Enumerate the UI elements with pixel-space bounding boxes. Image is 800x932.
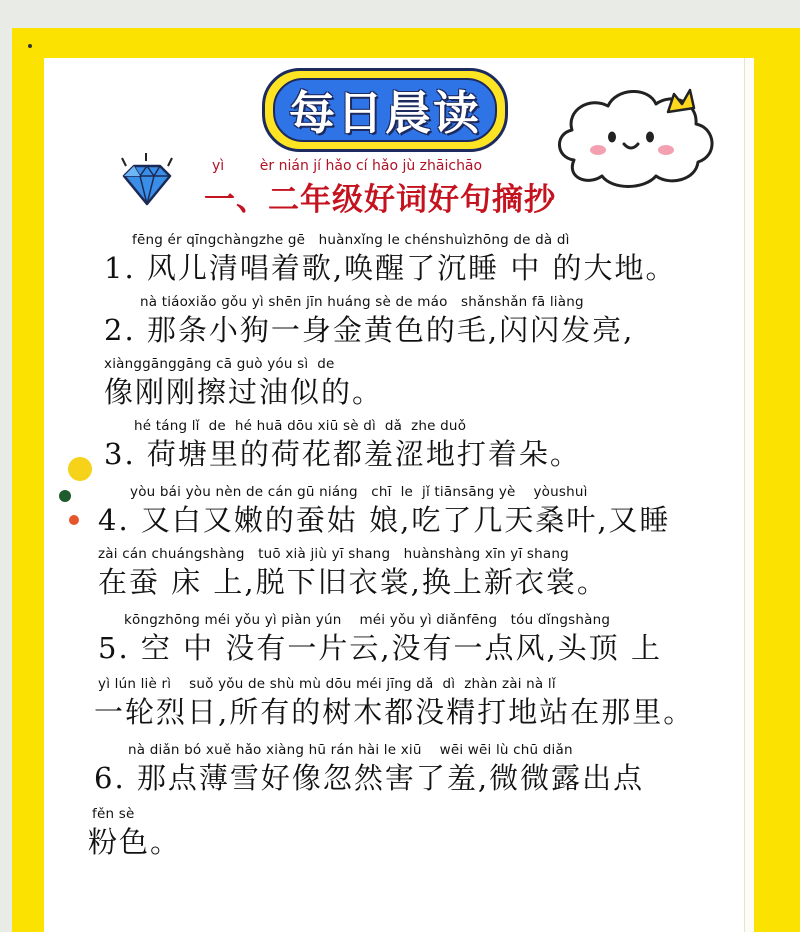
sentence-line: 一轮烈日,所有的树木都没精打地站在那里。 <box>94 695 695 729</box>
pinyin-line: nà diǎn bó xuě hǎo xiàng hū rán hài le xiū wēi wēi lù chū diǎn <box>128 742 573 758</box>
section-heading: 一、二年级好词好句摘抄 <box>204 182 556 218</box>
pinyin-line: kōngzhōng méi yǒu yì piàn yún méi yǒu yì diǎnfēng tóu dǐngshàng <box>124 612 611 628</box>
sentence-line: 在蚕 床 上,脱下旧衣裳,换上新衣裳。 <box>98 565 608 599</box>
cloud-mascot-icon <box>552 82 722 192</box>
green-dot <box>59 490 71 502</box>
sentence-line: 4. 又白又嫩的蚕姑 娘,吃了几天桑叶,又睡 <box>98 503 671 537</box>
sentence-line: 2. 那条小狗一身金黄色的毛,闪闪发亮, <box>104 313 635 347</box>
pinyin-line: fěn sè <box>92 806 135 822</box>
sentence-line: 像刚刚擦过油似的。 <box>104 375 384 409</box>
title-badge <box>273 78 497 142</box>
yellow-dot <box>68 457 92 481</box>
pinyin-line: nà tiáoxiǎo gǒu yì shēn jīn huáng sè de máo shǎnshǎn fā liàng <box>140 294 584 310</box>
pinyin-line: hé táng lǐ de hé huā dōu xiū sè dì dǎ zhe duǒ <box>134 418 467 434</box>
sentence-line: 1. 风儿清唱着歌,唤醒了沉睡 中 的大地。 <box>104 251 677 285</box>
orange-dot <box>69 515 79 525</box>
sentence-line: 粉色。 <box>88 825 182 859</box>
sentence-line: 3. 荷塘里的荷花都羞涩地打着朵。 <box>104 437 581 471</box>
pinyin-line: xiànggānggāng cā guò yóu sì de <box>104 356 335 372</box>
pinyin-line: zài cán chuángshàng tuō xià jiù yī shang huànshàng xīn yī shang <box>98 546 569 562</box>
section-heading-pinyin: yì èr nián jí hǎo cí hǎo jù zhāichāo <box>212 158 483 174</box>
sentence-line: 6. 那点薄雪好像忽然害了羞,微微露出点 <box>94 761 645 795</box>
page-title: 每日晨读 <box>289 86 481 140</box>
pinyin-line: yòu bái yòu nèn de cán gū niáng chī le jǐ tiānsāng yè yòushuì <box>130 484 588 500</box>
pinyin-line: fēng ér qīngchàngzhe gē huànxǐng le chénshuìzhōng de dà dì <box>132 232 570 248</box>
pinyin-line: yì lún liè rì suǒ yǒu de shù mù dōu méi jīng dǎ dì zhàn zài nà lǐ <box>98 676 556 692</box>
title-banner <box>262 68 508 152</box>
sentence-line: 5. 空 中 没有一片云,没有一点风,头顶 上 <box>98 631 662 665</box>
small-dot <box>28 44 32 48</box>
diamond-icon <box>112 152 182 208</box>
paper-edge <box>744 58 754 932</box>
